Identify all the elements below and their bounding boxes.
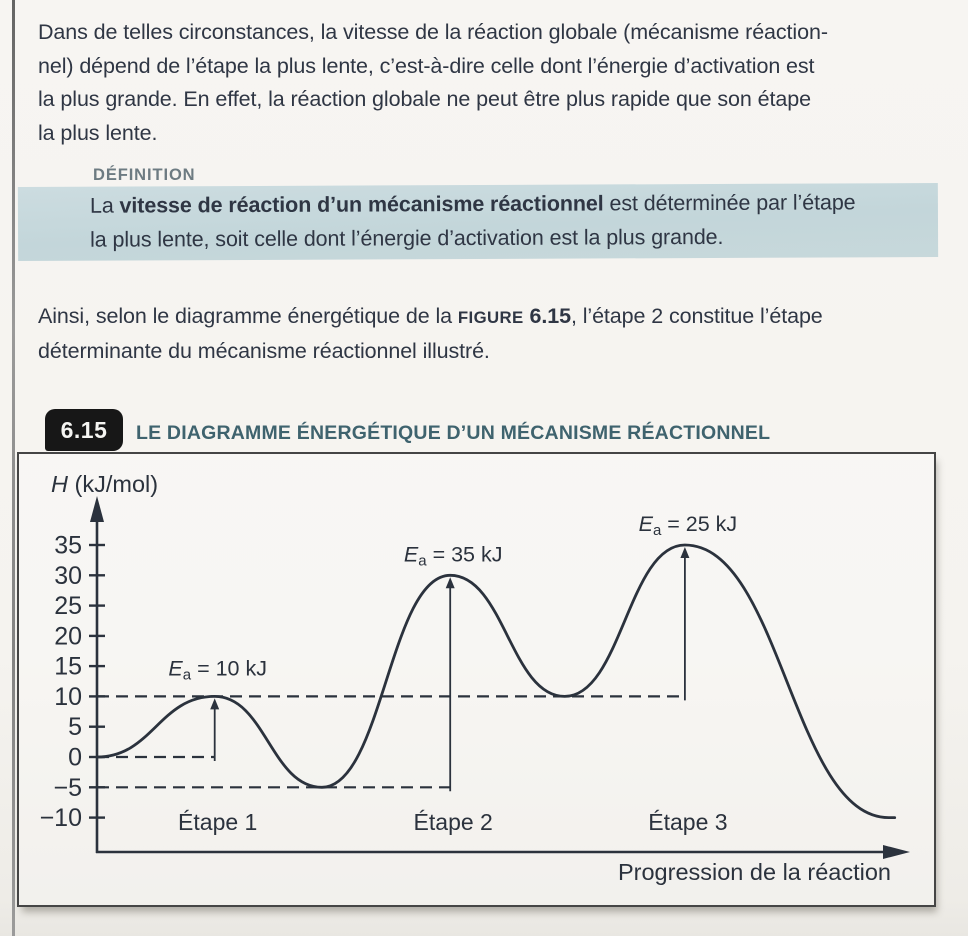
y-axis-title: H (kJ/mol) (51, 471, 159, 497)
x-axis-arrowhead (883, 845, 910, 859)
paragraph-intro: Dans de telles circonstances, la vitesse de la réaction globale (mécanisme réaction- nel) dépend de l’étape la plus lente, c’est-à-dire celle dont l’énergie d’activation est la plus grande. En effet, la réaction globale ne peut être plus rapide que son étape la plus lente. (38, 20, 828, 145)
y-axis-arrowhead (90, 496, 104, 522)
definition-highlight-box (18, 183, 938, 261)
figure-number-badge: 6.15 (45, 409, 123, 451)
definition-text: La vitesse de réaction d’un mécanisme réactionnel est déterminée par l’étape la plus lente, soit celle dont l’énergie d’activation est la plus grande. (89, 190, 856, 252)
arrowhead-up (680, 547, 689, 558)
tick-label: 0 (68, 743, 82, 772)
stage-1 (168, 656, 267, 835)
stage-label: Étape 2 (413, 809, 493, 835)
tick-label: 25 (54, 592, 82, 621)
tick-label: 10 (54, 682, 82, 711)
tick-label: 20 (54, 622, 82, 651)
stage-label: Étape 1 (178, 809, 258, 835)
definition-label: DÉFINITION (93, 166, 196, 184)
paragraph-figure-ref: Ainsi, selon le diagramme énergétique de la FIGURE 6.15, l’étape 2 constitue l’étape déterminante du mécanisme réactionnel illustré. (38, 304, 823, 363)
x-axis-title: Progression de la réaction (617, 859, 891, 885)
tick-label: 35 (54, 531, 82, 560)
figure-frame (17, 452, 936, 907)
tick-label: −5 (53, 773, 82, 802)
page-edge-line (12, 0, 15, 936)
arrowhead-up (210, 698, 219, 709)
ea-annotation: Ea = 10 kJ (168, 656, 267, 684)
arrowhead-up (446, 577, 455, 588)
energy-curve (97, 545, 895, 818)
stage-2 (404, 542, 503, 835)
tick-label: 15 (54, 652, 82, 681)
ea-annotation: Ea = 35 kJ (403, 542, 503, 570)
tick-label: 5 (68, 713, 82, 742)
stage-label: Étape 3 (648, 809, 728, 835)
figure-title: LE DIAGRAMME ÉNERGÉTIQUE D’UN MÉCANISME RÉACTIONNEL (136, 422, 771, 444)
tick-label: 30 (54, 561, 82, 590)
y-axis-ticks (40, 532, 105, 833)
tick-label: −10 (39, 804, 82, 833)
energy-diagram-chart (19, 454, 934, 905)
ea-annotation: Ea = 25 kJ (638, 512, 738, 539)
dashed-level-lines (97, 696, 685, 787)
